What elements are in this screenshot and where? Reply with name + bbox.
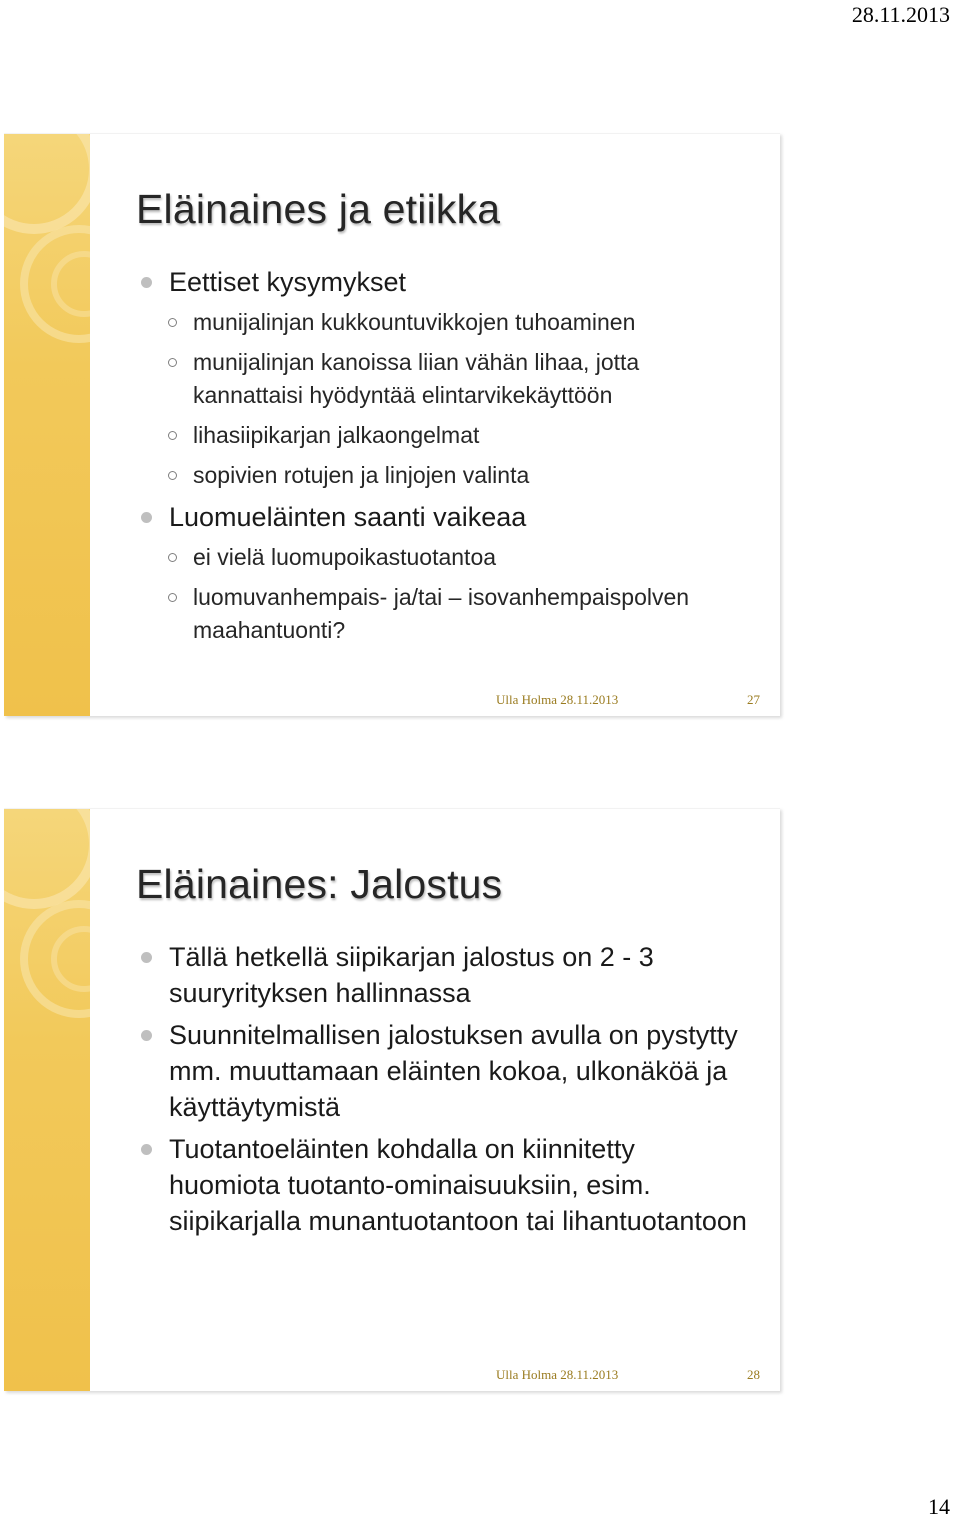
slide-28 [4, 808, 780, 1391]
sub-bullet-item: lihasiipikarjan jalkaongelmat [136, 419, 750, 452]
decorative-circles-graphic [4, 809, 90, 1391]
decorative-circles-graphic [4, 134, 90, 716]
slide-footer: Ulla Holma 28.11.2013 [496, 692, 619, 707]
page-header-date: 28.11.2013 [851, 2, 950, 27]
sub-bullet-item: sopivien rotujen ja linjojen valinta [136, 459, 750, 492]
bullet-item: Eettiset kysymykset [136, 264, 750, 300]
sub-bullet-item: munijalinjan kukkountuvikkojen tuhoaminen [136, 306, 750, 339]
bullet-item: Tällä hetkellä siipikarjan jalostus on 2 - 3 suuryrityksen hallinnassa [136, 939, 750, 1011]
slide-title: Eläinaines ja etiikka [136, 186, 501, 232]
bullet-item: Suunnitelmallisen jalostuksen avulla on pystytty mm. muuttamaan eläinten kokoa, ulkonäköä ja käyttäytymistä [136, 1017, 750, 1125]
slide-number: 28 [747, 1367, 760, 1382]
sub-bullet-item: munijalinjan kanoissa liian vähän lihaa, jotta kannattaisi hyödyntää elintarvikekäyttöön [136, 346, 750, 412]
sub-bullet-item: ei vielä luomupoikastuotantoa [136, 541, 750, 574]
slide-body [136, 939, 750, 1245]
slide-body [136, 264, 750, 654]
decorative-band [4, 809, 90, 1391]
slide-number: 27 [747, 692, 760, 707]
sub-bullet-item: luomuvanhempais- ja/tai – isovanhempaispolven maahantuonti? [136, 581, 750, 647]
decorative-band [4, 134, 90, 716]
page-number: 14 [928, 1494, 950, 1519]
slide-27 [4, 133, 780, 716]
slide-footer: Ulla Holma 28.11.2013 [496, 1367, 619, 1382]
bullet-item: Luomueläinten saanti vaikeaa [136, 499, 750, 535]
bullet-item: Tuotantoeläinten kohdalla on kiinnitetty huomiota tuotanto-ominaisuuksiin, esim. siipikarjalla munantuotantoon tai lihantuotantoon [136, 1131, 750, 1239]
slide-title: Eläinaines: Jalostus [136, 861, 503, 907]
